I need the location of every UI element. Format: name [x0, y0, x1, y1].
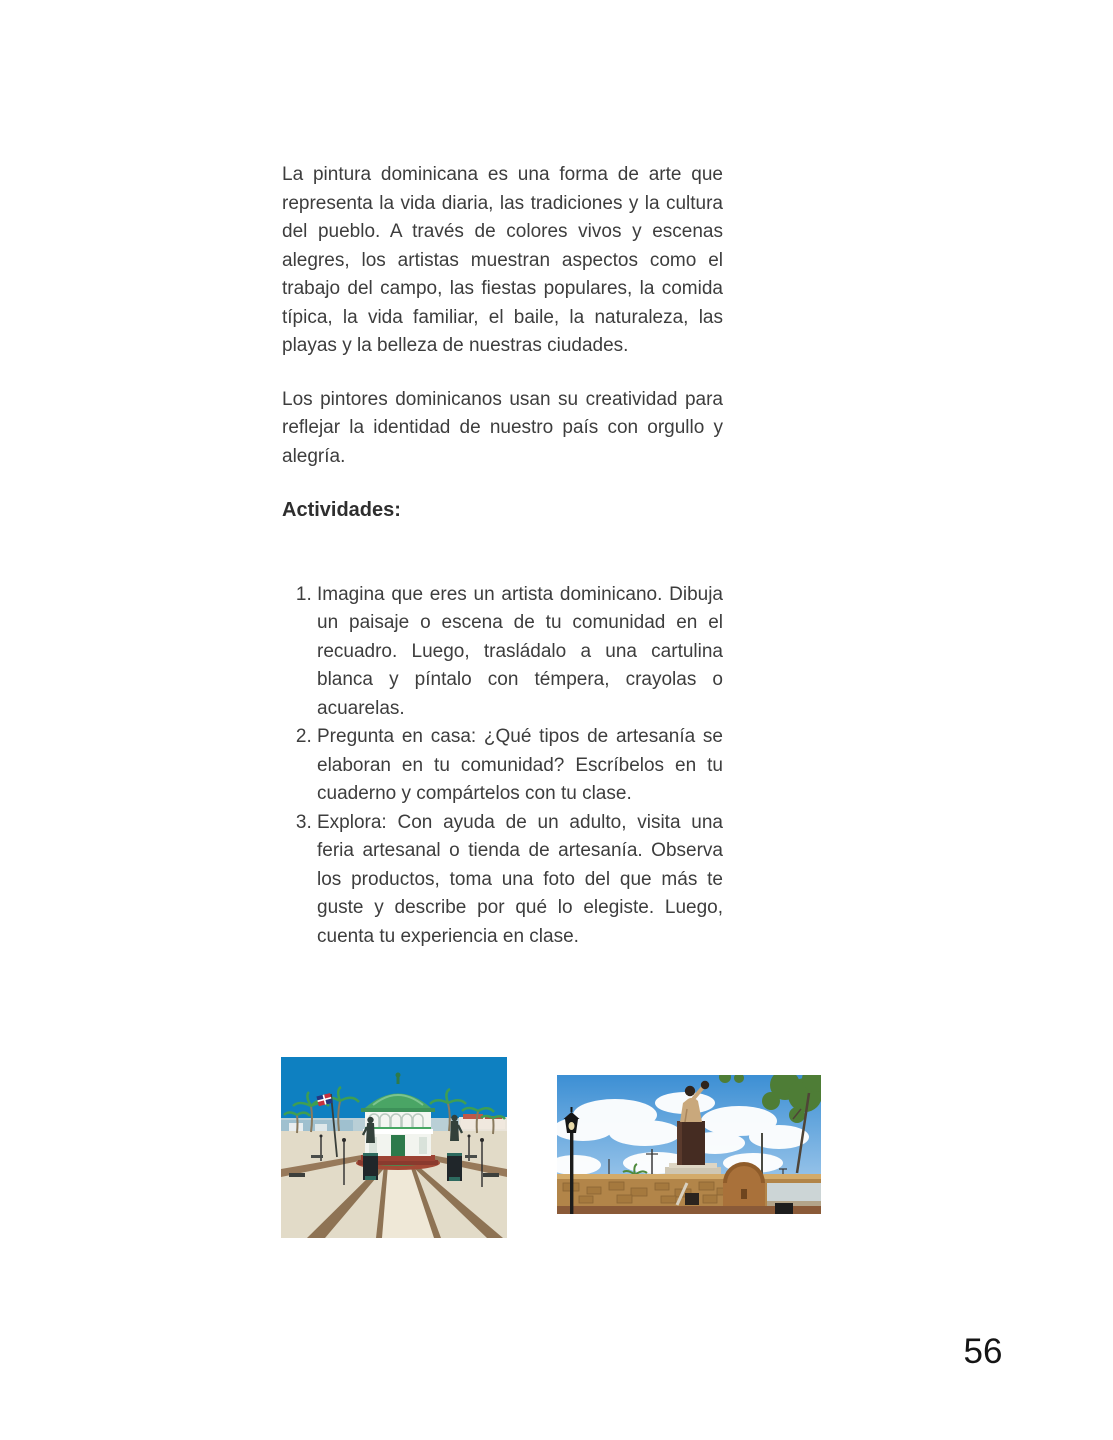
activity-item-2: 2. Pregunta en casa: ¿Qué tipos de artesanía se elaboran en tu comunidad? Escríbelos en tu cuaderno y compártelos con tu clase.	[317, 723, 723, 809]
activities-heading: Actividades:	[282, 499, 401, 521]
monument-wall-photo	[557, 1075, 821, 1214]
intro-paragraph: La pintura dominicana es una forma de arte que representa la vida diaria, las tradiciones y la cultura del pueblo. A través de colores vivos y escenas alegres, los artistas muestran aspectos como el trabajo del campo, las fiestas populares, la comida típica, la vida familiar, el baile, la naturaleza, las playas y la belleza de nuestras ciudades.	[282, 164, 723, 356]
page-number: 56	[963, 1332, 1003, 1371]
activities-list	[282, 581, 723, 952]
second-paragraph: Los pintores dominicanos usan su creatividad para reflejar la identidad de nuestro país con orgullo y alegría.	[282, 388, 723, 467]
activity-item-1: 1. Imagina que eres un artista dominicano. Dibuja un paisaje o escena de tu comunidad en el recuadro. Luego, trasládalo a una cartulina blanca y píntalo con témpera, crayolas o acuarelas.	[317, 581, 723, 724]
plaza-gazebo-photo	[281, 1057, 507, 1238]
activity-item-3: 3. Explora: Con ayuda de un adulto, visita una feria artesanal o tienda de artesanía. Observa los productos, toma una foto del que más te guste y describe por qué lo elegiste. Luego, cuenta tu experiencia en clase.	[317, 809, 723, 952]
text-column	[282, 161, 723, 951]
